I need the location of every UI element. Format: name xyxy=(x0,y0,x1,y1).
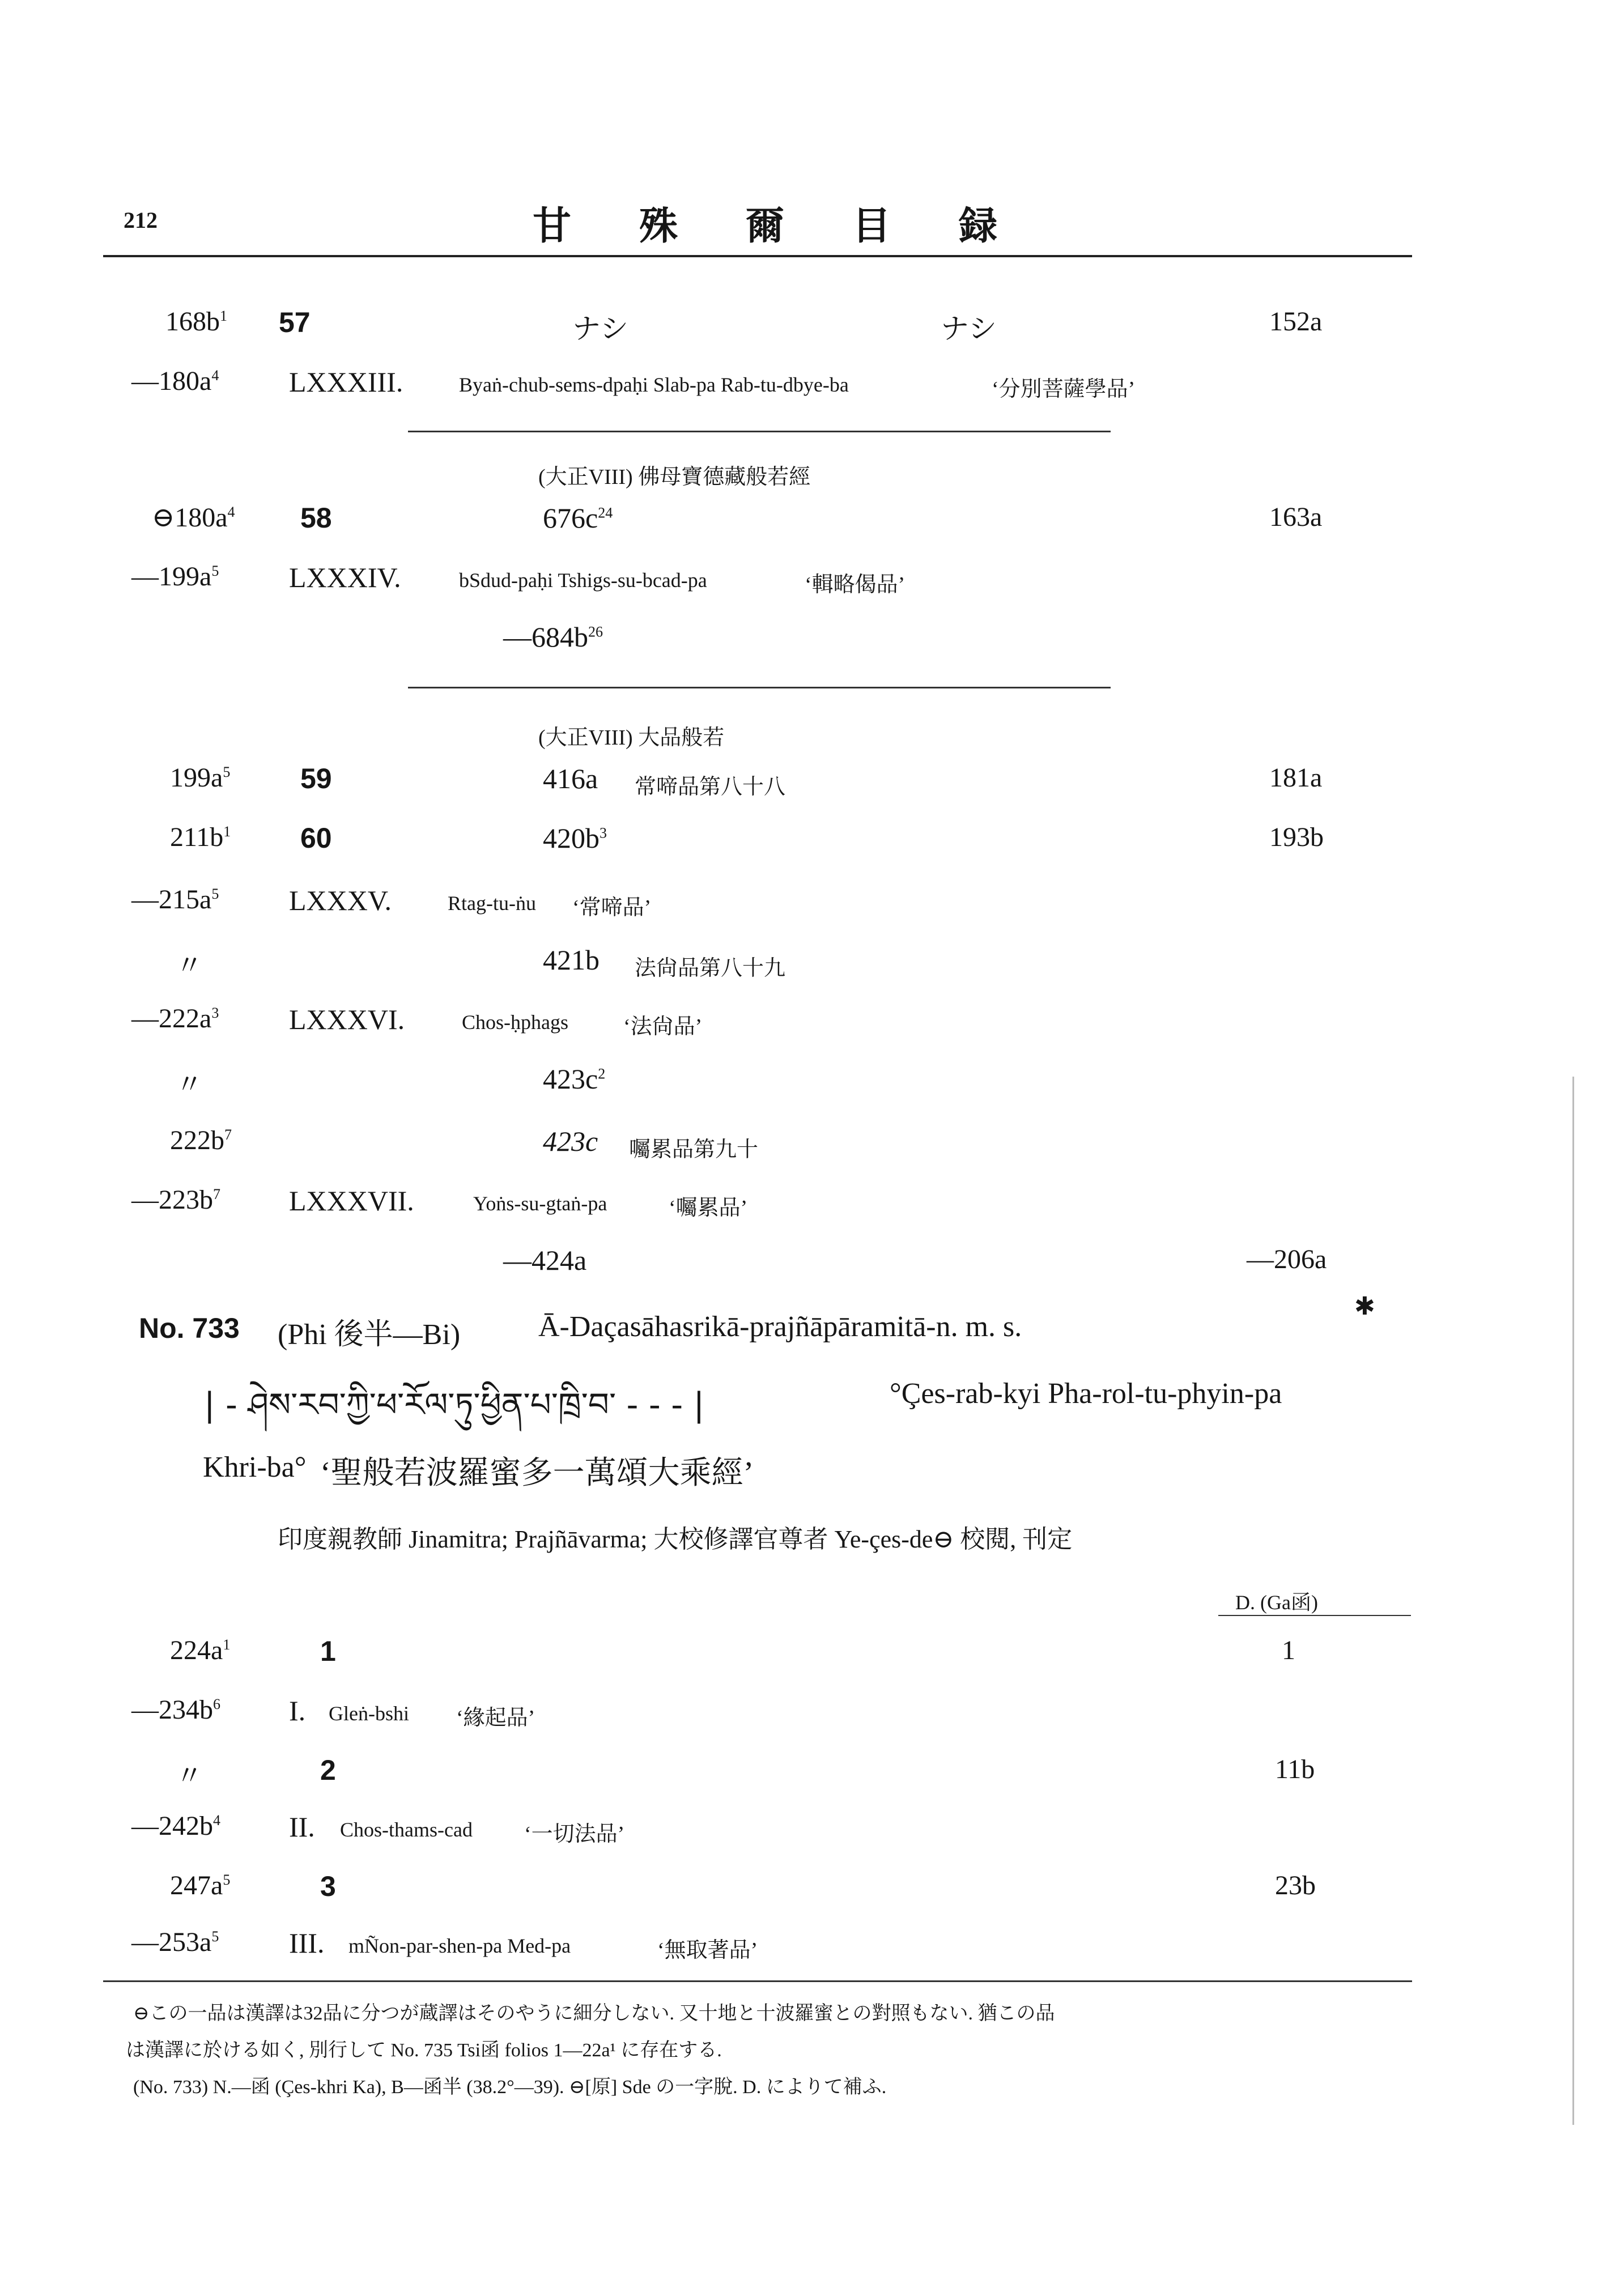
entry-number: 3 xyxy=(320,1870,336,1902)
folio-label: $—180a^4$ xyxy=(131,366,219,396)
folio-label: $—223b^7$ xyxy=(131,1185,220,1215)
folio-label: $—253a^5$ xyxy=(131,1927,219,1957)
folio-label: $—234b^6$ xyxy=(131,1695,220,1725)
chapter-roman: LXXXVII. xyxy=(289,1185,414,1217)
folio-label: $—222a^3$ xyxy=(131,1004,219,1034)
transliteration-cont: Khri-ba° xyxy=(203,1451,307,1483)
page-ref: 1 xyxy=(1282,1635,1295,1665)
chapter-roman: III. xyxy=(289,1927,325,1959)
section-heading: (大正VIII) 大品般若 xyxy=(538,726,725,750)
page-ref: 23b xyxy=(1275,1870,1316,1900)
entry-number: 60 xyxy=(300,822,332,854)
folio-label: $⊖180a^4$ xyxy=(152,503,235,533)
tibetan-script-title: | - ཤེས་རབ་ཀྱི་ཕ་རོལ་ཏུ་ཕྱིན་པ་ཁྲི་བ་ - - - | xyxy=(204,1385,705,1424)
chinese-title: ‘分別菩薩學品’ xyxy=(992,377,1136,401)
reference: 423c xyxy=(543,1125,598,1157)
chapter-roman: I. xyxy=(289,1695,306,1727)
chinese-entry-title: ‘聖般若波羅蜜多一萬頌大乘經’ xyxy=(320,1456,754,1491)
short-rule xyxy=(1218,1615,1411,1616)
entry-range: (Phi 後半—Bi) xyxy=(278,1319,461,1351)
page-ref: —206a xyxy=(1247,1244,1327,1274)
reference: $420b^3$ xyxy=(543,822,607,854)
entry-no: No. 733 xyxy=(139,1312,240,1344)
tibetan-title: Chos-ḥphags xyxy=(462,1011,568,1034)
page-ref: 11b xyxy=(1275,1754,1315,1784)
chapter-roman: LXXXV. xyxy=(289,885,392,916)
chapter-roman: II. xyxy=(289,1811,315,1843)
folio-label: $—215a^5$ xyxy=(131,885,219,915)
tibetan-title: Chos-thams-cad xyxy=(340,1818,473,1841)
ditto-mark: 〃 xyxy=(176,1761,203,1791)
folio-label: $168b^1$ xyxy=(165,307,227,337)
folio-label: $224a^1$ xyxy=(170,1635,231,1665)
entry-number: 57 xyxy=(279,307,311,338)
reference: 421b xyxy=(543,944,600,976)
reference: —424a xyxy=(503,1244,587,1276)
chinese-title: 囑累品第九十 xyxy=(629,1138,759,1162)
header-rule xyxy=(103,255,1412,257)
reference: ナシ xyxy=(572,313,628,345)
reference: $—684b^{26}$ xyxy=(503,621,603,653)
footnote-line: は漢譯に於ける如く, 別行して No. 735 Tsi函 folios 1—22a¹ に存在する. xyxy=(126,2040,722,2061)
scan-edge xyxy=(1572,1077,1574,2125)
footnote-line: (No. 733) N.—函 (Çes-khri Ka), B—函半 (38.2°—39). ⊖[原] Sde の一字脫. D. によりて補ふ. xyxy=(133,2077,887,2098)
page-ref: 181a xyxy=(1269,763,1323,793)
transliteration: °Çes-rab-kyi Pha-rol-tu-phyin-pa xyxy=(890,1377,1282,1410)
page-ref: 163a xyxy=(1269,502,1323,532)
chinese-title: ‘常啼品’ xyxy=(572,896,652,920)
ditto-mark: 〃 xyxy=(176,951,203,981)
folio-label: $199a^5$ xyxy=(170,763,231,793)
reference: $423c^2$ xyxy=(543,1063,606,1095)
chinese-title: ‘法尙品’ xyxy=(623,1015,703,1039)
chinese-title: ‘囑累品’ xyxy=(669,1196,748,1220)
running-title: 甘殊爾目録 xyxy=(533,205,1066,248)
chinese-title: ‘無取著品’ xyxy=(657,1938,758,1962)
folio-label: $222b^7$ xyxy=(170,1125,232,1155)
reference: 416a xyxy=(543,763,598,794)
printer-mark: ✱ xyxy=(1354,1292,1375,1320)
chapter-roman: LXXXVI. xyxy=(289,1004,405,1035)
entry-number: 1 xyxy=(320,1635,336,1667)
page-number: 212 xyxy=(124,207,158,233)
footnote-line: ⊖この一品は漢譯は32品に分つが蔵譯はそのやうに細分しない. 又十地と十波羅蜜との對照もない. 猶この品 xyxy=(133,2003,1055,2024)
tibetan-title: mÑon-par-shen-pa Med-pa xyxy=(348,1934,571,1957)
section-rule xyxy=(408,687,1111,688)
tibetan-title: Gleṅ-bshi xyxy=(329,1702,409,1725)
tibetan-title: Yoṅs-su-gtaṅ-pa xyxy=(473,1192,607,1215)
section-rule xyxy=(408,431,1111,432)
section-heading: (大正VIII) 佛母寶德藏般若經 xyxy=(538,465,811,489)
derge-ref: D. (Ga函) xyxy=(1235,1591,1318,1614)
chinese-title: 法尙品第八十九 xyxy=(635,956,786,980)
footnote-rule xyxy=(103,1980,1412,1982)
tibetan-title: Byaṅ-chub-sems-dpaḥi Slab-pa Rab-tu-dbye-ba xyxy=(459,373,849,396)
entry-number: 58 xyxy=(300,502,332,534)
chinese-title: ‘緣起品’ xyxy=(456,1706,535,1730)
folio-label: $—199a^5$ xyxy=(131,562,219,592)
page-ref: 152a xyxy=(1269,307,1323,337)
chapter-roman: LXXXIV. xyxy=(289,562,401,593)
chapter-roman: LXXXIII. xyxy=(289,366,403,398)
reference-2: ナシ xyxy=(941,313,997,345)
folio-label: $211b^1$ xyxy=(170,822,231,852)
entry-number: 59 xyxy=(300,763,332,794)
entry-number: 2 xyxy=(320,1754,336,1786)
ditto-mark: 〃 xyxy=(176,1070,203,1100)
entry-sanskrit-title: Ā-Daçasāhasrikā-prajñāpāramitā-n. m. s. xyxy=(538,1311,1022,1343)
chinese-title: ‘一切法品’ xyxy=(524,1822,625,1846)
chinese-title: 常啼品第八十八 xyxy=(635,775,786,799)
tibetan-title: bSdud-paḥi Tshigs-su-bcad-pa xyxy=(459,569,707,592)
page-ref: 193b xyxy=(1269,822,1324,852)
chinese-title: ‘輯略偈品’ xyxy=(805,573,905,597)
folio-label: $247a^5$ xyxy=(170,1870,231,1900)
translators: 印度親教師 Jinamitra; Prajñāvarma; 大校修譯官尊者 Ye-çes-de⊖ 校閱, 刊定 xyxy=(278,1525,1073,1553)
folio-label: $—242b^4$ xyxy=(131,1811,220,1841)
tibetan-title: Rtag-tu-ṅu xyxy=(448,892,536,915)
reference: $676c^{24}$ xyxy=(543,502,613,534)
